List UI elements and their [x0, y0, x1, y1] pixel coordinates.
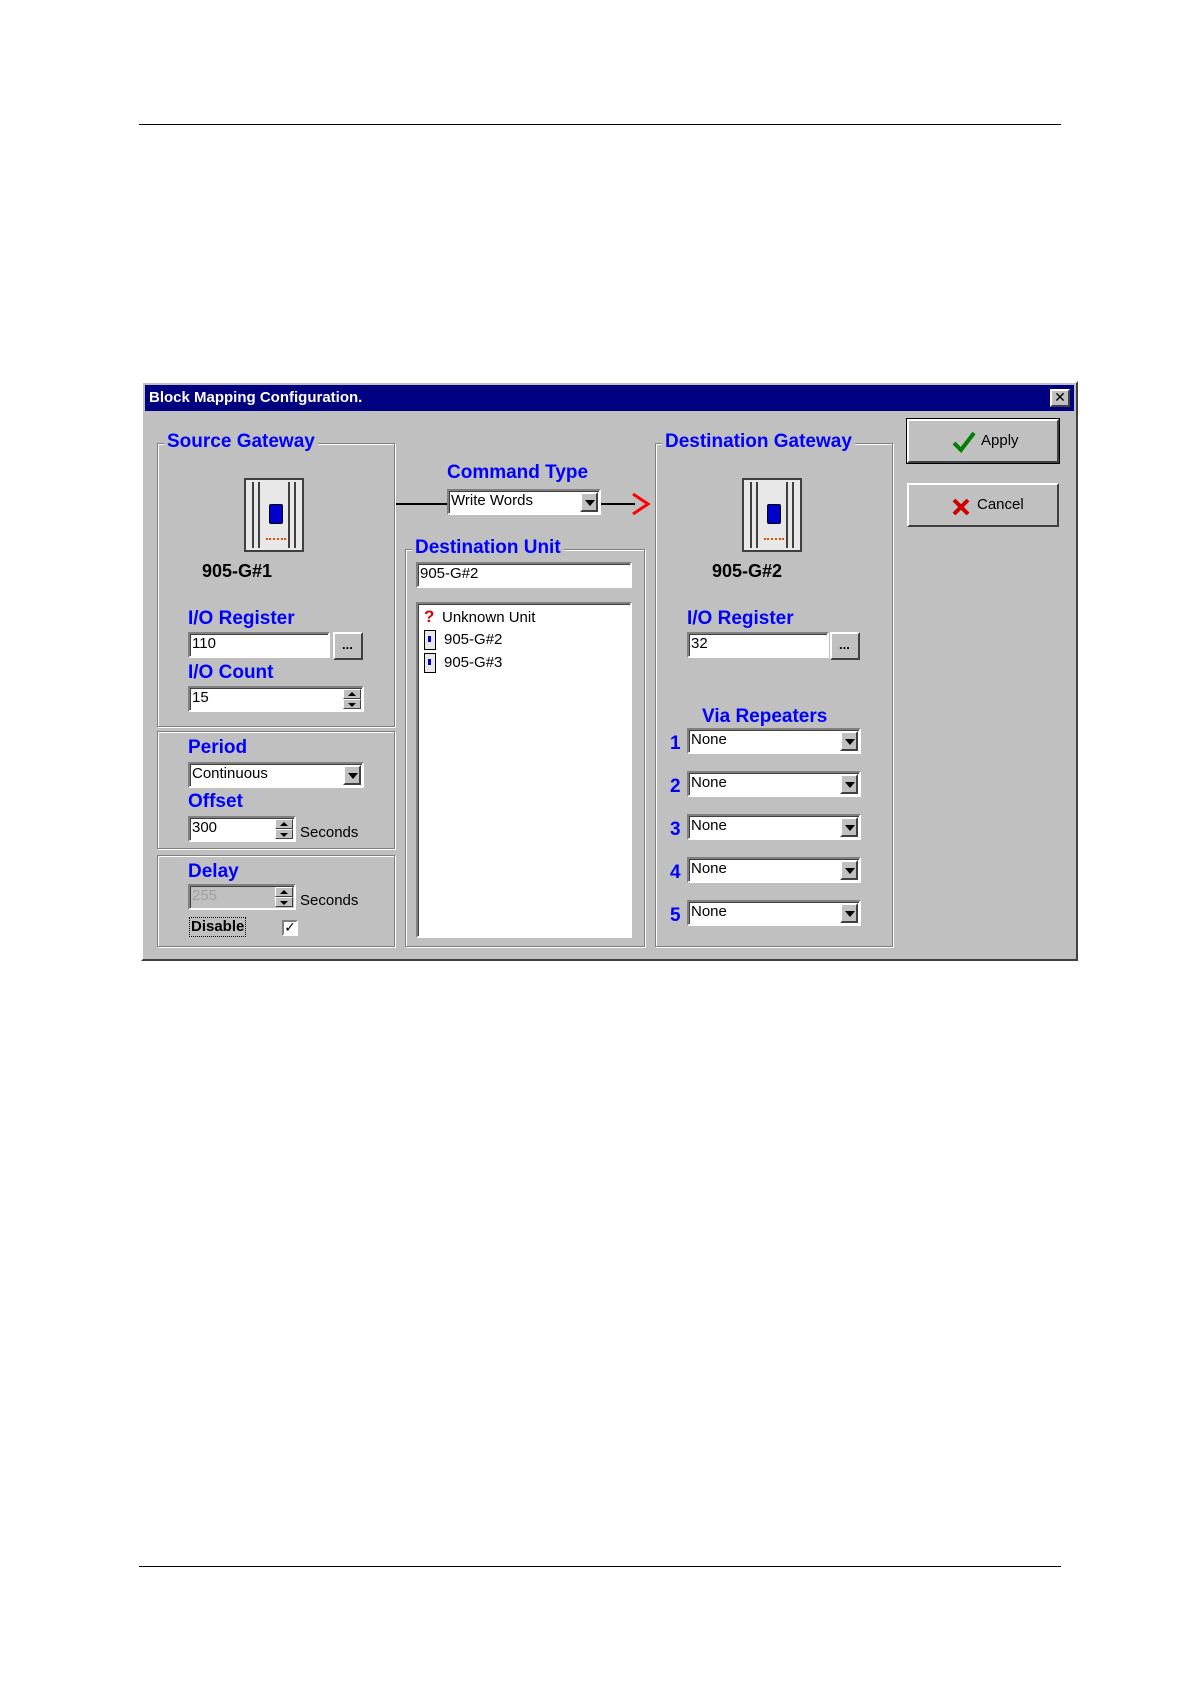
source-io-count-label: I/O Count [188, 662, 274, 683]
apply-label: Apply [981, 432, 1019, 449]
repeater-value: None [691, 903, 727, 920]
period-select[interactable] [188, 762, 364, 788]
close-icon [951, 497, 971, 517]
repeater-value: None [691, 774, 727, 791]
source-unit-name: 905-G#1 [202, 561, 273, 581]
delay-label: Delay [188, 861, 239, 882]
disable-checkbox[interactable]: ✓ [282, 920, 298, 936]
command-type-value: Write Words [451, 492, 533, 509]
repeater-number: 4 [670, 862, 681, 883]
destination-unit-name: 905-G#2 [712, 561, 783, 581]
repeater-number: 1 [670, 733, 681, 754]
repeater-value: None [691, 731, 727, 748]
apply-button[interactable] [907, 419, 1059, 463]
gateway-icon [424, 630, 436, 650]
cancel-label: Cancel [977, 496, 1024, 513]
repeater-value: None [691, 860, 727, 877]
destination-unit-input[interactable]: 905-G#2 [416, 562, 632, 588]
source-gateway-group [157, 431, 395, 727]
close-button[interactable]: ✕ [1050, 389, 1070, 407]
destination-io-register-browse-button[interactable] [830, 632, 860, 660]
repeater-select-5[interactable] [687, 900, 861, 926]
chevron-down-icon[interactable] [840, 731, 858, 751]
chevron-down-icon[interactable] [840, 817, 858, 837]
destination-io-register-input[interactable]: 32 [687, 632, 829, 658]
offset-spinner[interactable] [275, 819, 293, 839]
io-count-spinner[interactable] [343, 689, 361, 709]
chevron-down-icon[interactable] [840, 774, 858, 794]
period-label: Period [188, 737, 248, 758]
repeater-select-2[interactable] [687, 771, 861, 797]
via-repeaters-label: Via Repeaters [702, 706, 828, 727]
question-mark-icon: ? [424, 607, 435, 626]
delay-input[interactable] [188, 884, 296, 910]
source-gateway-icon [244, 478, 304, 552]
chevron-down-icon[interactable] [840, 903, 858, 923]
destination-gateway-group [655, 431, 893, 947]
destination-unit-legend: Destination Unit [412, 538, 564, 558]
source-io-count-input[interactable] [188, 686, 364, 712]
source-io-register-input[interactable]: 110 [188, 632, 330, 658]
chevron-down-icon[interactable] [840, 860, 858, 880]
dialog-title: Block Mapping Configuration. [149, 389, 363, 406]
page-bottom-rule [139, 1566, 1061, 1567]
list-item[interactable] [424, 629, 502, 651]
source-gateway-legend: Source Gateway [164, 432, 318, 452]
repeater-number: 5 [670, 905, 681, 926]
period-group [157, 731, 395, 849]
gateway-icon [424, 653, 436, 673]
source-io-register-label: I/O Register [188, 608, 295, 629]
destination-gateway-legend: Destination Gateway [662, 432, 855, 452]
command-type-label: Command Type [447, 462, 589, 483]
repeater-select-1[interactable] [687, 728, 861, 754]
destination-io-register-label: I/O Register [687, 608, 794, 629]
list-item-label: 905-G#2 [444, 631, 503, 648]
disable-label[interactable]: Disable [191, 918, 245, 935]
browse-label: ... [839, 637, 850, 652]
offset-value: 300 [192, 819, 218, 836]
offset-label: Offset [188, 791, 243, 812]
chevron-down-icon[interactable] [580, 492, 598, 512]
chevron-down-icon[interactable] [343, 765, 361, 785]
repeater-select-3[interactable] [687, 814, 861, 840]
source-io-register-browse-button[interactable] [333, 632, 363, 660]
delay-spinner[interactable] [275, 887, 293, 907]
cancel-button[interactable] [907, 483, 1059, 527]
repeater-value: None [691, 817, 727, 834]
delay-group [157, 855, 395, 947]
connector-line-left [396, 503, 448, 505]
command-type-select[interactable] [447, 489, 601, 515]
block-mapping-dialog [141, 381, 1078, 961]
repeater-number: 2 [670, 776, 681, 797]
checkmark-icon [951, 430, 977, 454]
browse-label: ... [342, 637, 353, 652]
delay-units: Seconds [300, 892, 359, 909]
offset-units: Seconds [300, 824, 359, 841]
delay-value: 255 [192, 887, 218, 904]
offset-input[interactable] [188, 816, 296, 842]
page-top-rule [139, 124, 1061, 125]
repeater-number: 3 [670, 819, 681, 840]
io-count-value: 15 [192, 689, 209, 706]
destination-unit-group [405, 537, 645, 947]
period-value: Continuous [192, 765, 268, 782]
repeater-select-4[interactable] [687, 857, 861, 883]
list-item-label: 905-G#3 [444, 654, 503, 671]
list-item[interactable] [424, 652, 502, 674]
destination-unit-list[interactable] [416, 602, 632, 938]
list-item-label: Unknown Unit [442, 609, 536, 626]
title-bar [145, 385, 1074, 411]
list-item[interactable] [424, 606, 535, 629]
direction-arrow-icon [630, 491, 652, 517]
destination-gateway-icon [742, 478, 802, 552]
